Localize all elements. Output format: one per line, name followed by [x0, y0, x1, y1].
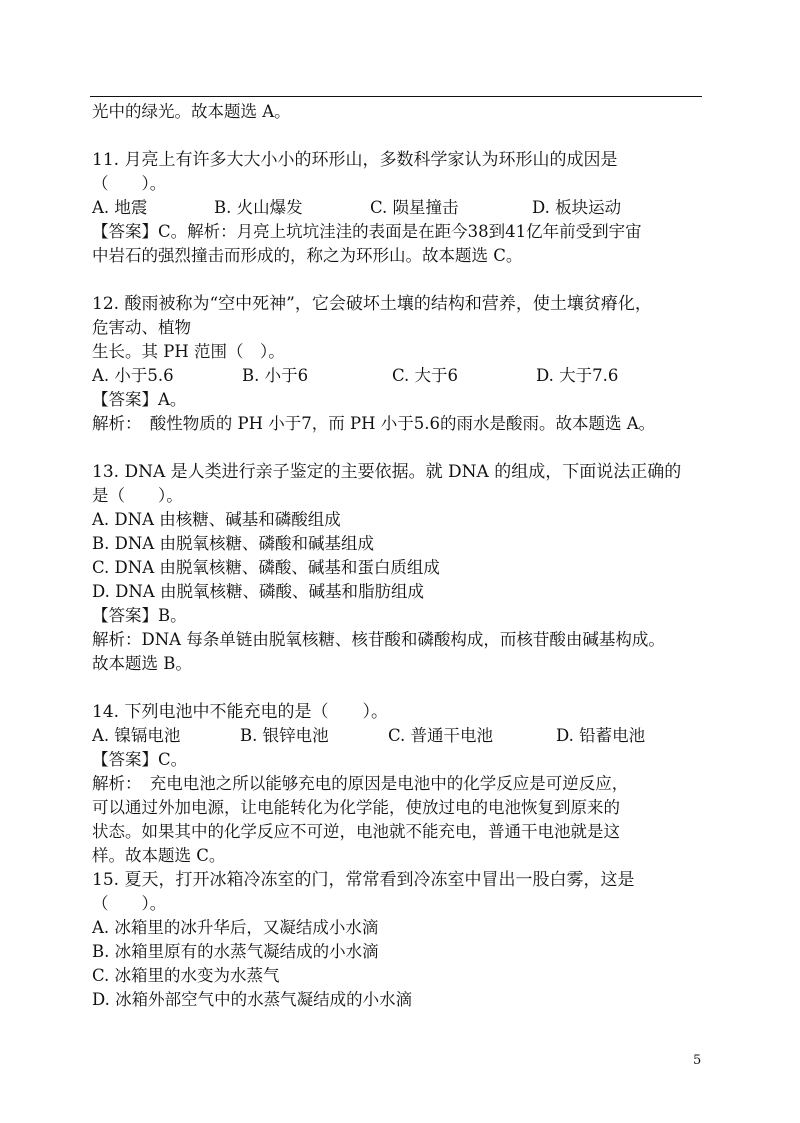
q13-answer: 【答案】B。 [92, 606, 187, 625]
q11-option-b: B. 火山爆发 [214, 198, 303, 217]
q11-stem-2: （ ）。 [92, 174, 167, 193]
q15-stem-2: （ ）。 [92, 894, 167, 913]
question-12 [92, 292, 704, 436]
q11-answer-1: 【答案】C。解析：月亮上坑坑洼洼的表面是在距今38到41亿年前受到宇宙 [92, 222, 642, 241]
q12-stem-3: 生长。其 PH 范围（ ）。 [92, 342, 285, 361]
q11-stem-1: 11. 月亮上有许多大大小小的环形山，多数科学家认为环形山的成因是 [92, 150, 618, 170]
q15-option-d: D. 冰箱外部空气中的水蒸气凝结成的小水滴 [92, 990, 413, 1009]
q13-stem-1: 13. DNA 是人类进行亲子鉴定的主要依据。就 DNA 的组成，下面说法正确的 [92, 462, 682, 482]
q15-stem-1: 15. 夏天，打开冰箱冷冻室的门，常常看到冷冻室中冒出一股白雾，这是 [92, 870, 635, 890]
q12-stem-2: 危害动、植物 [92, 318, 191, 337]
q13-option-b: B. DNA 由脱氧核糖、磷酸和碱基组成 [92, 534, 374, 553]
q14-option-c: C. 普通干电池 [388, 726, 494, 745]
question-11 [92, 148, 704, 268]
q13-analysis-2: 故本题选 B。 [92, 654, 192, 673]
q11-options [92, 196, 704, 220]
q13-option-d: D. DNA 由脱氧核糖、磷酸、碱基和脂肪组成 [92, 582, 424, 601]
q12-analysis: 解析： 酸性物质的 PH 小于7，而 PH 小于5.6的雨水是酸雨。故本题选 A。 [92, 414, 656, 433]
question-14 [92, 700, 704, 868]
q14-answer: 【答案】C。 [92, 750, 188, 769]
q14-analysis-3: 状态。如果其中的化学反应不可逆，电池就不能充电，普通干电池就是这 [92, 822, 620, 841]
q14-analysis-2: 可以通过外加电源，让电能转化为化学能，使放过电的电池恢复到原来的 [92, 798, 620, 817]
q13-stem-2: 是（ ）。 [92, 486, 183, 505]
q15-option-b: B. 冰箱里原有的水蒸气凝结成的小水滴 [92, 942, 379, 961]
q12-option-c: C. 大于6 [392, 366, 459, 385]
page-content [92, 100, 704, 1012]
q14-stem: 14. 下列电池中不能充电的是（ ）。 [92, 702, 388, 722]
q15-option-a: A. 冰箱里的冰升华后，又凝结成小水滴 [92, 918, 379, 937]
q11-option-a: A. 地震 [92, 198, 148, 217]
q13-analysis-1: 解析：DNA 每条单链由脱氧核糖、核苷酸和磷酸构成，而核苷酸由碱基构成。 [92, 630, 665, 649]
header-rule [90, 96, 702, 97]
q11-answer-2: 中岩石的强烈撞击而形成的，称之为环形山。故本题选 C。 [92, 246, 523, 265]
q14-option-b: B. 银锌电池 [240, 726, 329, 745]
q14-options [92, 724, 704, 748]
q11-option-c: C. 陨星撞击 [370, 198, 459, 217]
q12-option-a: A. 小于5.6 [92, 366, 174, 385]
q14-analysis-1: 解析： 充电电池之所以能够充电的原因是电池中的化学反应是可逆反应， [92, 774, 629, 793]
q12-stem-1: 12. 酸雨被称为“空中死神”，它会破坏土壤的结构和营养，使土壤贫瘠化， [92, 294, 652, 314]
page-number: 5 [693, 1053, 702, 1068]
q13-option-a: A. DNA 由核糖、碱基和磷酸组成 [92, 510, 341, 529]
q12-option-b: B. 小于6 [242, 366, 309, 385]
question-15 [92, 868, 704, 1012]
q12-options [92, 364, 704, 388]
q13-option-c: C. DNA 由脱氧核糖、磷酸、碱基和蛋白质组成 [92, 558, 440, 577]
question-13 [92, 460, 704, 676]
q15-option-c: C. 冰箱里的水变为水蒸气 [92, 966, 280, 985]
intro-line: 光中的绿光。故本题选 A。 [92, 102, 291, 121]
q14-option-a: A. 镍镉电池 [92, 726, 181, 745]
q11-option-d: D. 板块运动 [532, 198, 622, 217]
q14-analysis-4: 样。故本题选 C。 [92, 846, 226, 865]
q12-option-d: D. 大于7.6 [536, 366, 619, 385]
q12-answer: 【答案】A。 [92, 390, 187, 409]
q14-option-d: D. 铅蓄电池 [556, 726, 646, 745]
